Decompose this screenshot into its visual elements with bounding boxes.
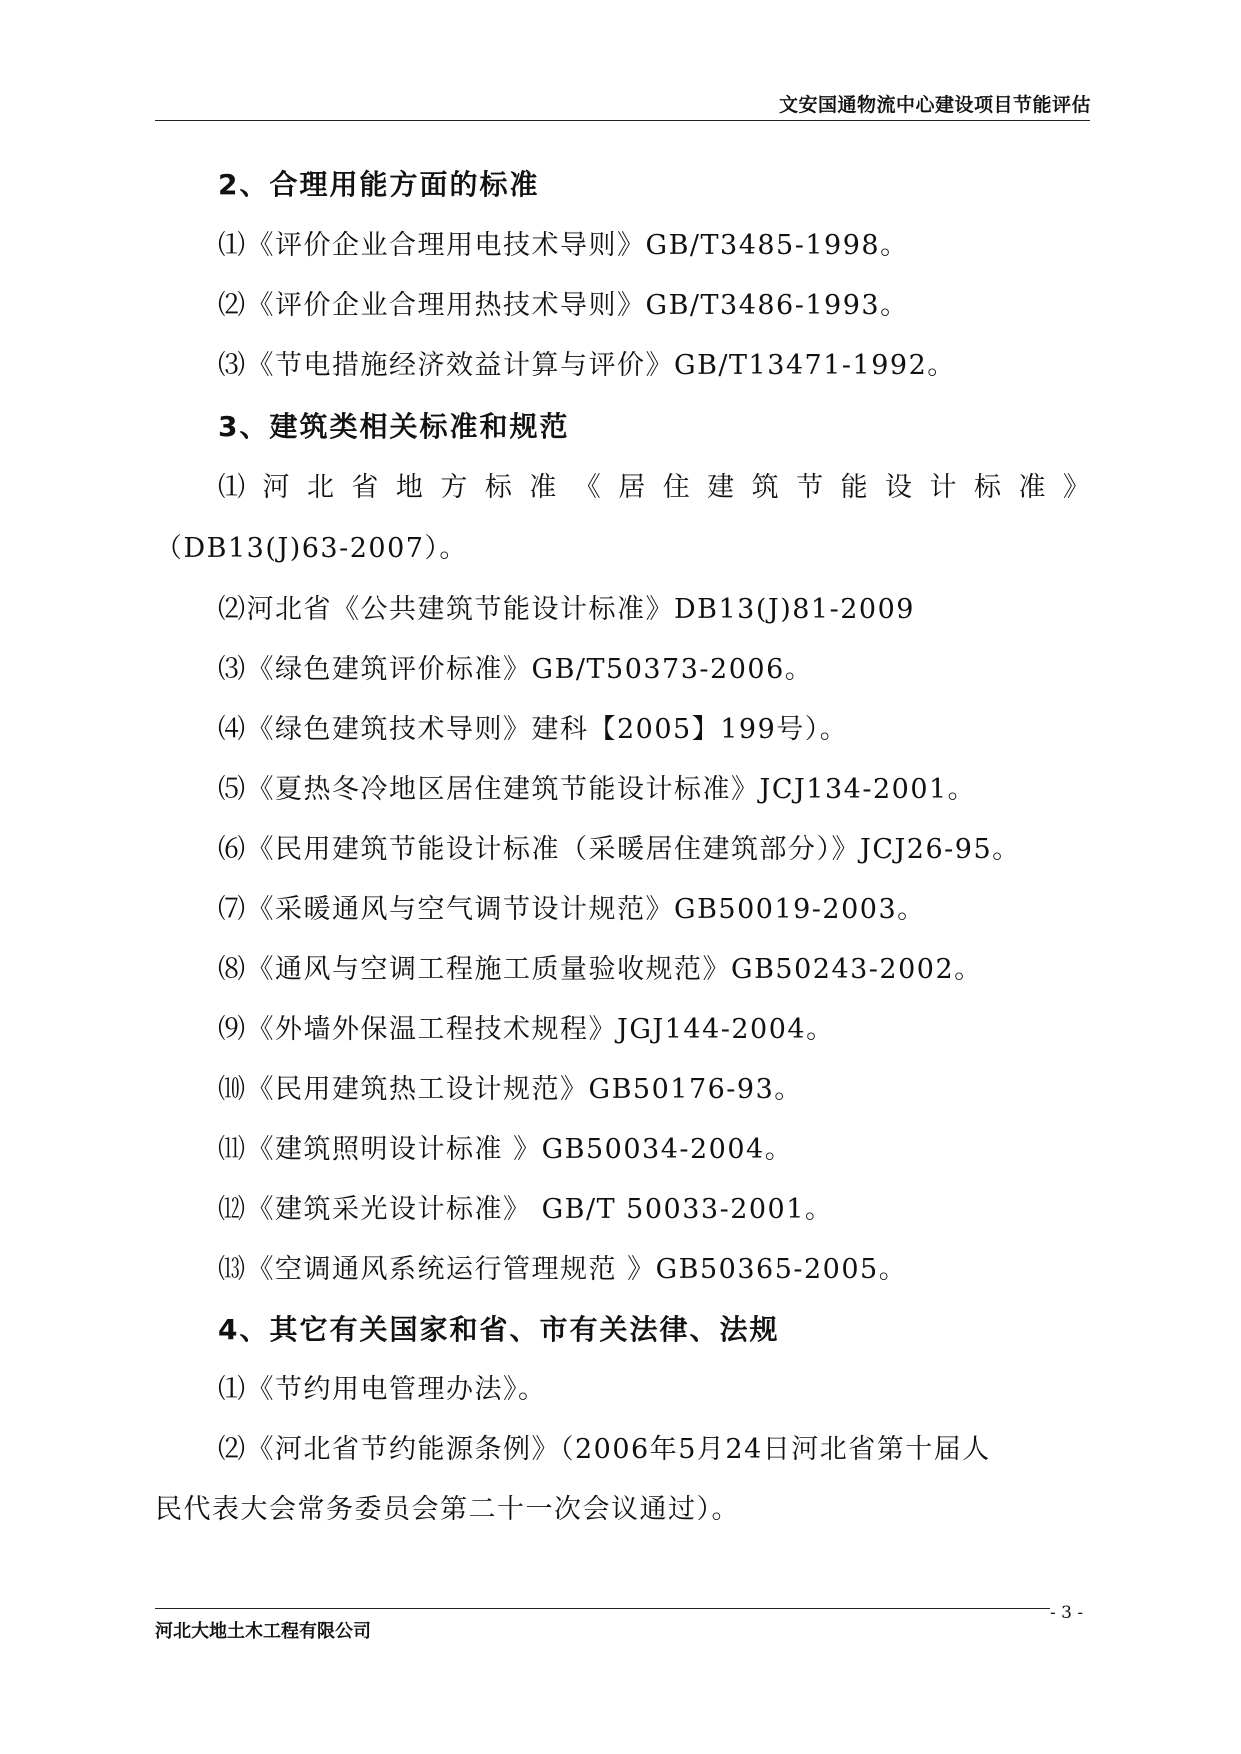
- char: 建: [707, 472, 735, 503]
- header-title: 文安国通物流中心建设项目节能评估: [778, 94, 1091, 116]
- footer-rule: [155, 1608, 1050, 1609]
- char: 标: [973, 472, 1001, 503]
- list-item: ⑿《建筑采光设计标准》 GB/T 50033-2001。: [218, 1194, 834, 1225]
- list-item: ⑺《采暖通风与空气调节设计规范》GB50019-2003。: [218, 894, 926, 925]
- list-item: ⑵《河北省节约能源条例》（2006年5月24日河北省第十届人: [218, 1434, 991, 1465]
- char: 准: [529, 472, 557, 503]
- section-3-heading: 3、建筑类相关标准和规范: [218, 410, 570, 443]
- list-item: ⑴《节约用电管理办法》。: [218, 1374, 547, 1405]
- char: 设: [885, 472, 913, 503]
- list-item: ⑵《评价企业合理用热技术导则》GB/T3486-1993。: [218, 290, 909, 321]
- char: 》: [1062, 472, 1090, 503]
- char: 节: [796, 472, 824, 503]
- char: 居: [618, 472, 646, 503]
- char: 省: [351, 472, 379, 503]
- char: ⑴: [218, 472, 245, 503]
- char: 标: [484, 472, 512, 503]
- section-4-heading: 4、其它有关国家和省、市有关法律、法规: [218, 1313, 780, 1346]
- list-item: ⑻《通风与空调工程施工质量验收规范》GB50243-2002。: [218, 954, 983, 985]
- header-rule: [155, 120, 1090, 121]
- char: 地: [395, 472, 423, 503]
- list-item-continuation: 民代表大会常务委员会第二十一次会议通过）。: [155, 1494, 740, 1525]
- list-item-justified: [218, 471, 1090, 505]
- char: 河: [262, 472, 290, 503]
- list-item: ⑶《绿色建筑评价标准》GB/T50373-2006。: [218, 654, 814, 685]
- list-item: ⑽《民用建筑热工设计规范》GB50176-93。: [218, 1074, 803, 1105]
- section-2-heading: 2、合理用能方面的标准: [218, 168, 540, 201]
- list-item: ⒀《空调通风系统运行管理规范 》GB50365-2005。: [218, 1254, 908, 1285]
- char: 计: [929, 472, 957, 503]
- list-item: ⑾《建筑照明设计标准 》GB50034-2004。: [218, 1134, 794, 1165]
- char: 能: [840, 472, 868, 503]
- page-number: - 3 -: [1050, 1603, 1084, 1623]
- list-item: ⑼《外墙外保温工程技术规程》JGJ144-2004。: [218, 1014, 835, 1045]
- list-item: ⑶《节电措施经济效益计算与评价》GB/T13471-1992。: [218, 350, 956, 381]
- list-item-continuation: （DB13(J)63-2007）。: [155, 533, 468, 564]
- list-item: ⑹《民用建筑节能设计标准（采暖居住建筑部分）》JCJ26-95。: [218, 834, 1021, 865]
- char: 筑: [751, 472, 779, 503]
- char: 准: [1018, 472, 1046, 503]
- char: 住: [662, 472, 690, 503]
- char: 方: [440, 472, 468, 503]
- list-item: ⑷《绿色建筑技术导则》建科【2005】199号）。: [218, 714, 849, 745]
- char: 《: [573, 472, 601, 503]
- footer-company: 河北大地土木工程有限公司: [155, 1621, 371, 1642]
- char: 北: [306, 472, 334, 503]
- list-item: ⑵河北省《公共建筑节能设计标准》DB13(J)81-2009: [218, 594, 915, 625]
- list-item: ⑴《评价企业合理用电技术导则》GB/T3485-1998。: [218, 230, 909, 261]
- list-item: ⑸《夏热冬冷地区居住建筑节能设计标准》JCJ134-2001。: [218, 774, 977, 805]
